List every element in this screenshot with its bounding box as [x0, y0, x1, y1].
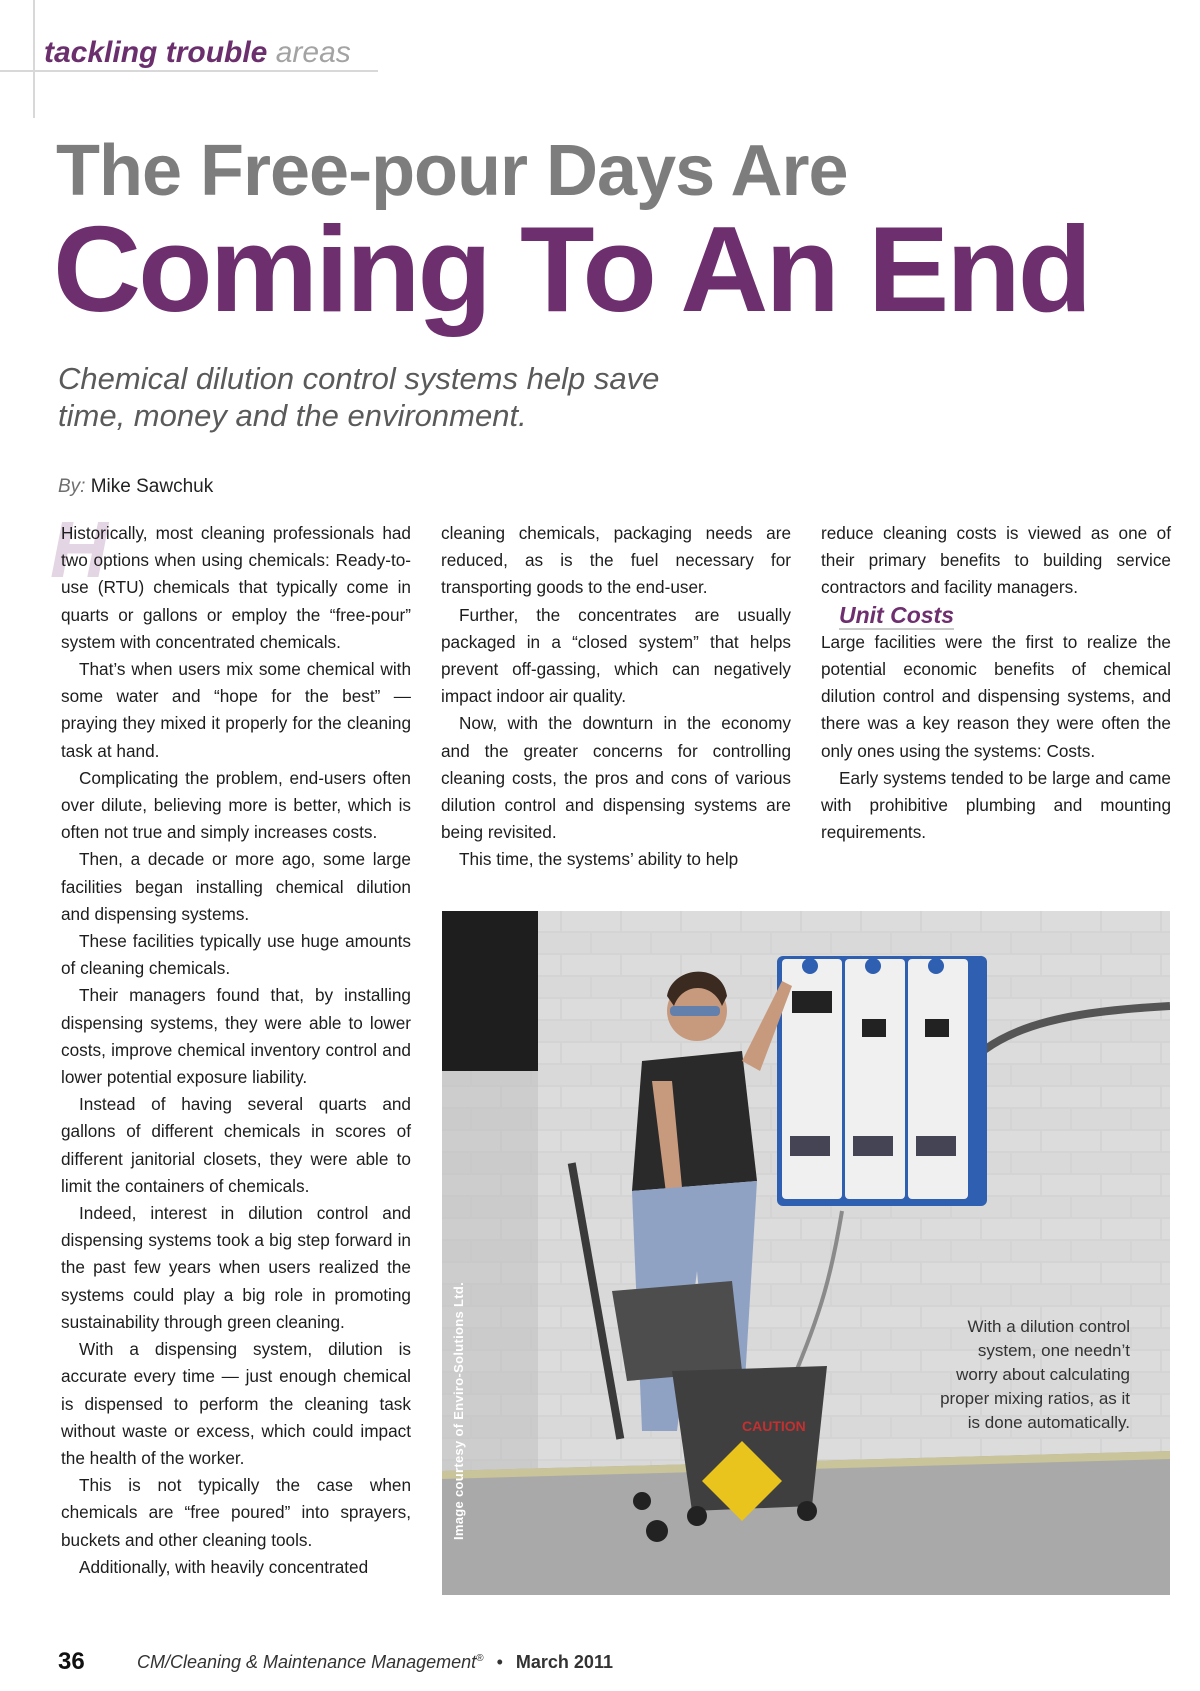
- paragraph: Early systems tended to be large and came with prohibitive plumbing and mounting requirements.: [821, 767, 1171, 843]
- paragraph: Complicating the problem, end-users often over dilute, believing more is better, which is often not true and simply increases costs.: [61, 767, 411, 843]
- paragraph: reduce cleaning costs is viewed as one of their primary benefits to building service contractors and facility managers.: [821, 523, 1171, 598]
- article-column-2: [441, 520, 791, 874]
- byline: [58, 476, 213, 498]
- deck-line-2: time, money and the environment.: [58, 398, 527, 433]
- deck-line-1: Chemical dilution control systems help save: [58, 361, 660, 396]
- paragraph: Now, with the downturn in the economy and the greater concerns for controlling cleaning costs, the pros and cons of various dilution control and dispensing systems are being revisited.: [441, 713, 791, 843]
- paragraph: Further, the concentrates are usually packaged in a “closed system” that helps prevent off-gassing, which can negatively impact indoor air quality.: [441, 604, 791, 707]
- bucket-caution-label: CAUTION: [742, 1418, 806, 1434]
- corner-rule-horizontal: [0, 70, 378, 72]
- paragraph: These facilities typically use huge amounts of cleaning chemicals.: [61, 931, 411, 979]
- dispenser-photo: [442, 911, 1170, 1595]
- paragraph: Then, a decade or more ago, some large facilities began installing chemical dilution and dispensing systems.: [61, 849, 411, 924]
- paragraph: Indeed, interest in dilution control and dispensing systems took a big step forward in the past few years when users realized the systems could play a big role in promoting sustainability through green cleaning.: [61, 1203, 411, 1332]
- paragraph: Additionally, with heavily concentrated: [79, 1556, 369, 1577]
- paragraph: Historically, most cleaning professionals had two options when using chemicals: Ready-to-use (RTU) chemicals that typically come in quarts or gallons or employ the “free-pour” system with concentrated chemicals.: [61, 523, 411, 652]
- section-tag-secondary: areas: [275, 36, 351, 69]
- footer-magazine: CM/Cleaning & Maintenance Management: [137, 1652, 477, 1672]
- headline-line-1: The Free-pour Days Are: [56, 131, 848, 211]
- footer-bullet: •: [496, 1652, 503, 1672]
- photo-credit: Image courtesy of Enviro-Solutions Ltd.: [451, 1281, 466, 1540]
- paragraph: That’s when users mix some chemical with some water and “hope for the best” — praying they mixed it properly for the cleaning task at hand.: [61, 659, 411, 761]
- footer-publication: [137, 1652, 613, 1673]
- paragraph: Instead of having several quarts and gallons of different chemicals in scores of different janitorial closets, they were able to limit the containers of chemicals.: [61, 1094, 411, 1196]
- deck: [58, 360, 758, 434]
- byline-prefix: By:: [58, 476, 86, 497]
- article-column-1: [61, 520, 411, 1581]
- drop-cap: H: [50, 505, 108, 594]
- paragraph: Large facilities were the first to realize the potential economic benefits of chemical dilution control and dispensing systems, and there was a key reason they were often the only ones using the systems: Costs.: [821, 631, 1171, 761]
- paragraph: This time, the systems’ ability to help: [459, 849, 739, 870]
- article-column-3: [821, 520, 1171, 846]
- paragraph: This is not typically the case when chemicals are “free poured” into sprayers, buckets and other cleaning tools.: [61, 1475, 411, 1550]
- headline-line-2: Coming To An End: [53, 201, 1090, 337]
- paragraph: Their managers found that, by installing dispensing systems, they were able to lower costs, improve chemical inventory control and lower potential exposure liability.: [61, 985, 411, 1088]
- paragraph: cleaning chemicals, packaging needs are reduced, as is the fuel necessary for transporting goods to the end-user.: [441, 523, 791, 598]
- byline-author: Mike Sawchuk: [90, 476, 214, 497]
- photo-caption: With a dilution control system, one needn’t worry about calculating proper mixing ratios, as it is done automatically.: [940, 1317, 1130, 1432]
- section-tag-primary: tackling trouble: [44, 36, 268, 69]
- footer-date: March 2011: [515, 1652, 613, 1672]
- section-tag: [44, 36, 351, 70]
- paragraph: With a dispensing system, dilution is accurate every time — just enough chemical is dispensed to perform the cleaning task without waste or excess, which could impact the health of the worker.: [61, 1339, 411, 1468]
- footer-trademark: ®: [476, 1653, 484, 1664]
- subhead-unit-costs: Unit Costs: [839, 601, 954, 628]
- corner-rule-vertical: [33, 0, 35, 118]
- page-number: 36: [58, 1648, 85, 1675]
